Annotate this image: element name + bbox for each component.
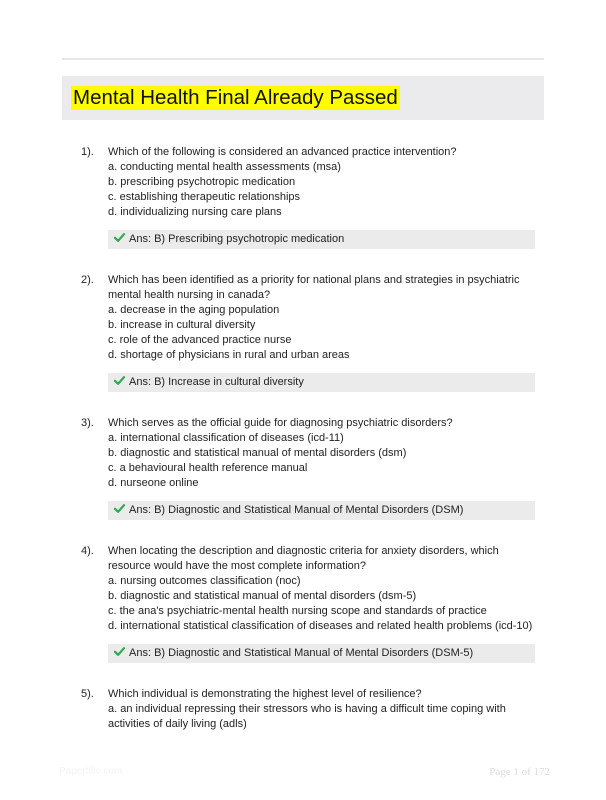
- question-text: Which of the following is considered an advanced practice intervention?: [108, 146, 457, 158]
- option-c: c. role of the advanced practice nurse: [108, 334, 292, 346]
- option-d: d. nurseone online: [108, 477, 199, 489]
- question-body: [108, 544, 544, 634]
- question-number: 2).: [81, 274, 94, 286]
- question-text: When locating the description and diagnostic criteria for anxiety disorders, which resource would have the most complete information?: [108, 545, 499, 572]
- answer-text: Ans: B) Diagnostic and Statistical Manual of Mental Disorders (DSM-5): [129, 647, 474, 659]
- question-number: 5).: [81, 688, 94, 700]
- option-b: b. diagnostic and statistical manual of mental disorders (dsm): [108, 447, 407, 459]
- answer-box-3: [108, 501, 535, 520]
- answer-text: Ans: B) Prescribing psychotropic medication: [129, 233, 345, 245]
- answer-box-1: [108, 230, 535, 249]
- option-a: a. international classification of diseases (icd-11): [108, 432, 344, 444]
- check-icon: [114, 232, 125, 243]
- option-d: d. shortage of physicians in rural and urban areas: [108, 349, 350, 361]
- answer-text: Ans: B) Diagnostic and Statistical Manual of Mental Disorders (DSM): [129, 504, 464, 516]
- answer-box-2: [108, 373, 535, 392]
- answer-box-4: [108, 644, 535, 663]
- option-b: b. prescribing psychotropic medication: [108, 176, 296, 188]
- top-divider: [62, 58, 544, 60]
- check-icon: [114, 375, 125, 386]
- option-b: b. increase in cultural diversity: [108, 319, 256, 331]
- question-number: 3).: [81, 417, 94, 429]
- check-icon: [114, 646, 125, 657]
- option-b: b. diagnostic and statistical manual of mental disorders (dsm-5): [108, 590, 417, 602]
- question-number: 1).: [81, 146, 94, 158]
- option-d: d. international statistical classification of diseases and related health problems (icd-10): [108, 620, 533, 632]
- question-body: [108, 273, 544, 363]
- option-a: a. decrease in the aging population: [108, 304, 280, 316]
- option-c: c. a behavioural health reference manual: [108, 462, 308, 474]
- question-number: 4).: [81, 545, 94, 557]
- question-text: Which individual is demonstrating the highest level of resilience?: [108, 688, 422, 700]
- page-number: Page 1 of 172: [489, 766, 550, 778]
- option-a: a. nursing outcomes classification (noc): [108, 575, 301, 587]
- question-body: [108, 416, 544, 491]
- option-d: d. individualizing nursing care plans: [108, 206, 282, 218]
- option-a: a. conducting mental health assessments (msa): [108, 161, 341, 173]
- question-text: Which has been identified as a priority for national plans and strategies in psychiatric mental health nursing in canada?: [108, 274, 520, 301]
- watermark: Papertific.com: [59, 766, 123, 777]
- question-body: [108, 687, 544, 732]
- check-icon: [114, 503, 125, 514]
- option-c: c. establishing therapeutic relationships: [108, 191, 301, 203]
- option-a: a. an individual repressing their stressors who is having a difficult time coping with activities of daily living (adls): [108, 703, 506, 730]
- question-body: [108, 145, 544, 220]
- title-banner: [62, 76, 544, 120]
- document-title: Mental Health Final Already Passed: [73, 86, 398, 109]
- option-c: c. the ana's psychiatric-mental health nursing scope and standards of practice: [108, 605, 487, 617]
- answer-text: Ans: B) Increase in cultural diversity: [129, 376, 304, 388]
- question-text: Which serves as the official guide for diagnosing psychiatric disorders?: [108, 417, 453, 429]
